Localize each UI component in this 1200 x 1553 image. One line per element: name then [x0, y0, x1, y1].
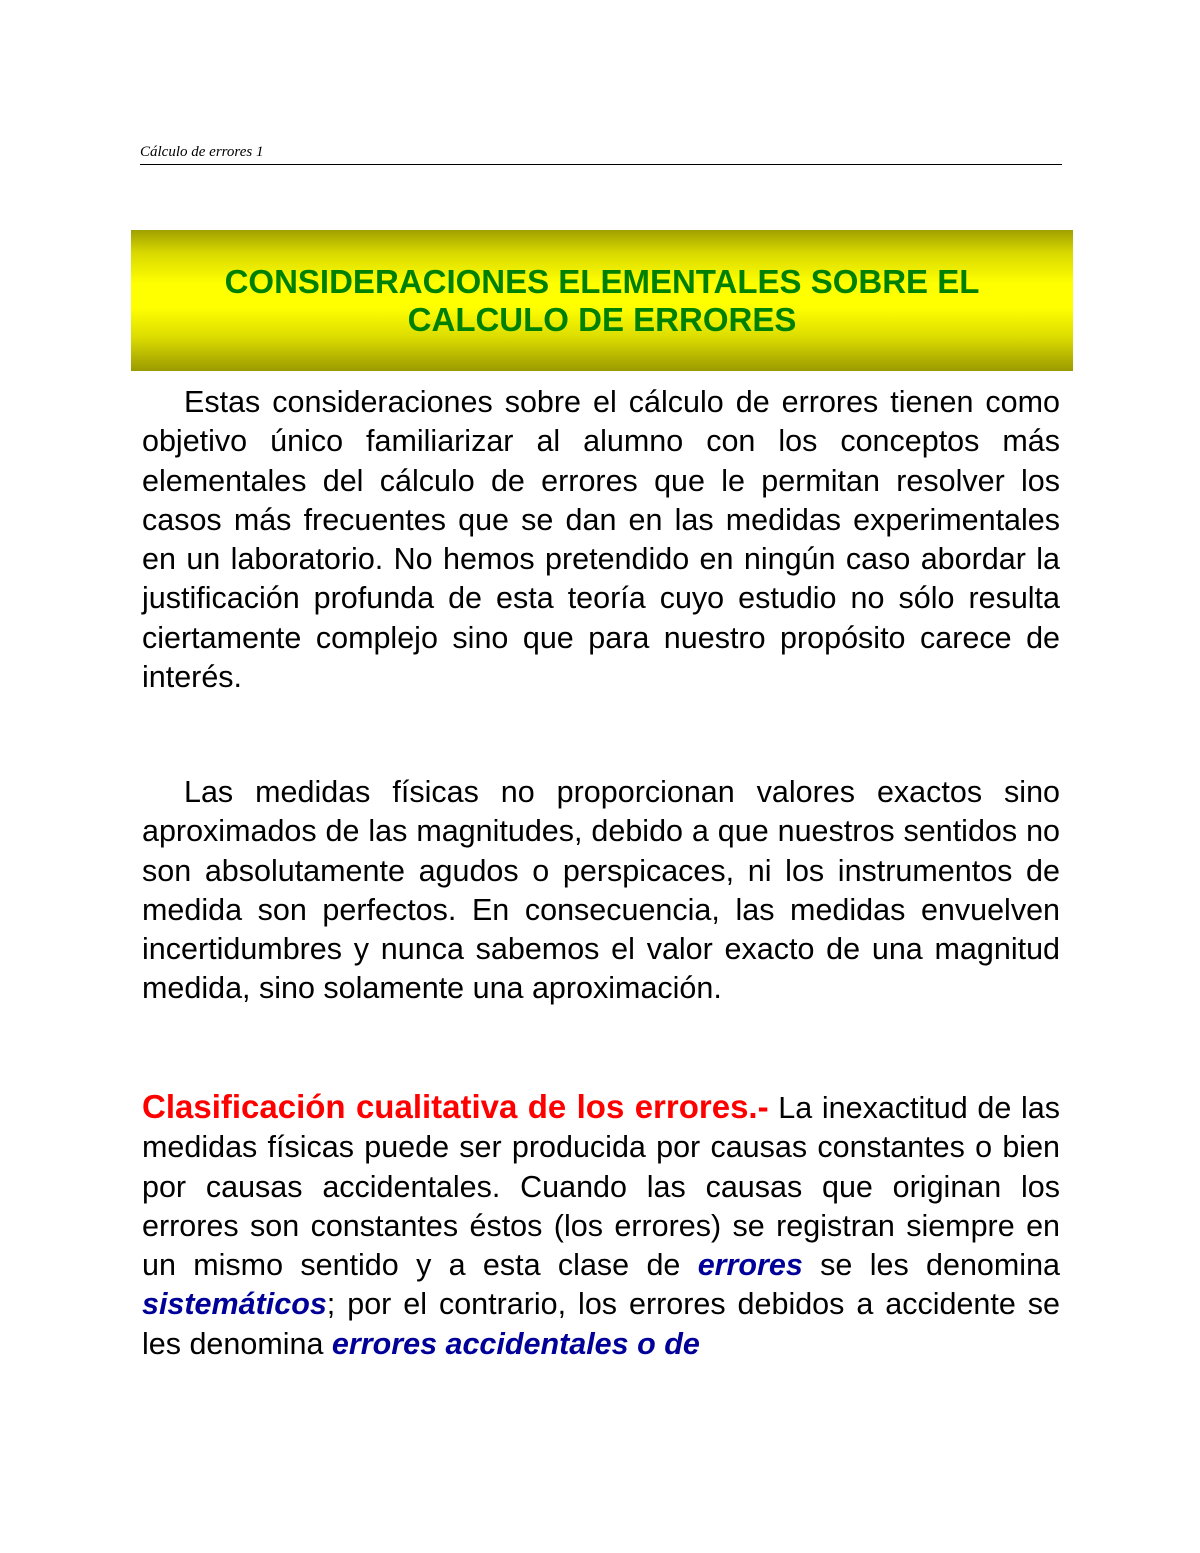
running-header	[140, 142, 1062, 165]
paragraph-measurements: Las medidas físicas no proporcionan valores exactos sino aproximados de las magnitudes, debido a que nuestros sentidos no son absolutamente agudos o perspicaces, ni los instrumentos de medida son perfectos. En consecuencia, las medidas envuelven incertidumbres y nunca sabemos el valor exacto de una magnitud medida, sino solamente una aproximación.	[142, 775, 1060, 1006]
section-heading: Clasificación cualitativa de los errores.-	[142, 1088, 769, 1125]
term-errores: errores	[697, 1248, 803, 1283]
term-sistematicos: sistemáticos	[142, 1287, 327, 1322]
classification-text-b: se les denomina	[802, 1248, 1060, 1283]
paragraph-intro: Estas consideraciones sobre el cálculo de errores tienen como objetivo único familiarizar al alumno con los conceptos más elementales del cálculo de errores que le permitan resolver los casos más frecuentes que se dan en las medidas experimentales en un laboratorio. No hemos pretendido en ningún caso abordar la justificación profunda de esta teoría cuyo estudio no sólo resulta ciertamente complejo sino que para nuestro propósito carece de interés.	[142, 385, 1060, 695]
paragraph-classification	[142, 1087, 1060, 1364]
term-errores-accidentales: errores accidentales o de	[331, 1326, 700, 1361]
classification-text-a: La inexactitud de las medidas físicas puede ser producida por causas constantes o bien por causas accidentales. Cuando las causas que originan los errores son constantes éstos (los errores) se registran siempre en un mismo sentido y a esta clase de	[142, 1091, 1060, 1283]
classification-text-c: ; por el contrario, los errores debidos a accidente se les denomina	[142, 1287, 1060, 1361]
running-header-title: Cálculo de errores 1	[140, 144, 264, 160]
title-banner	[131, 230, 1073, 371]
title-line-2: CALCULO DE ERRORES	[407, 300, 797, 338]
title-line-1: CONSIDERACIONES ELEMENTALES SOBRE EL	[224, 262, 980, 300]
